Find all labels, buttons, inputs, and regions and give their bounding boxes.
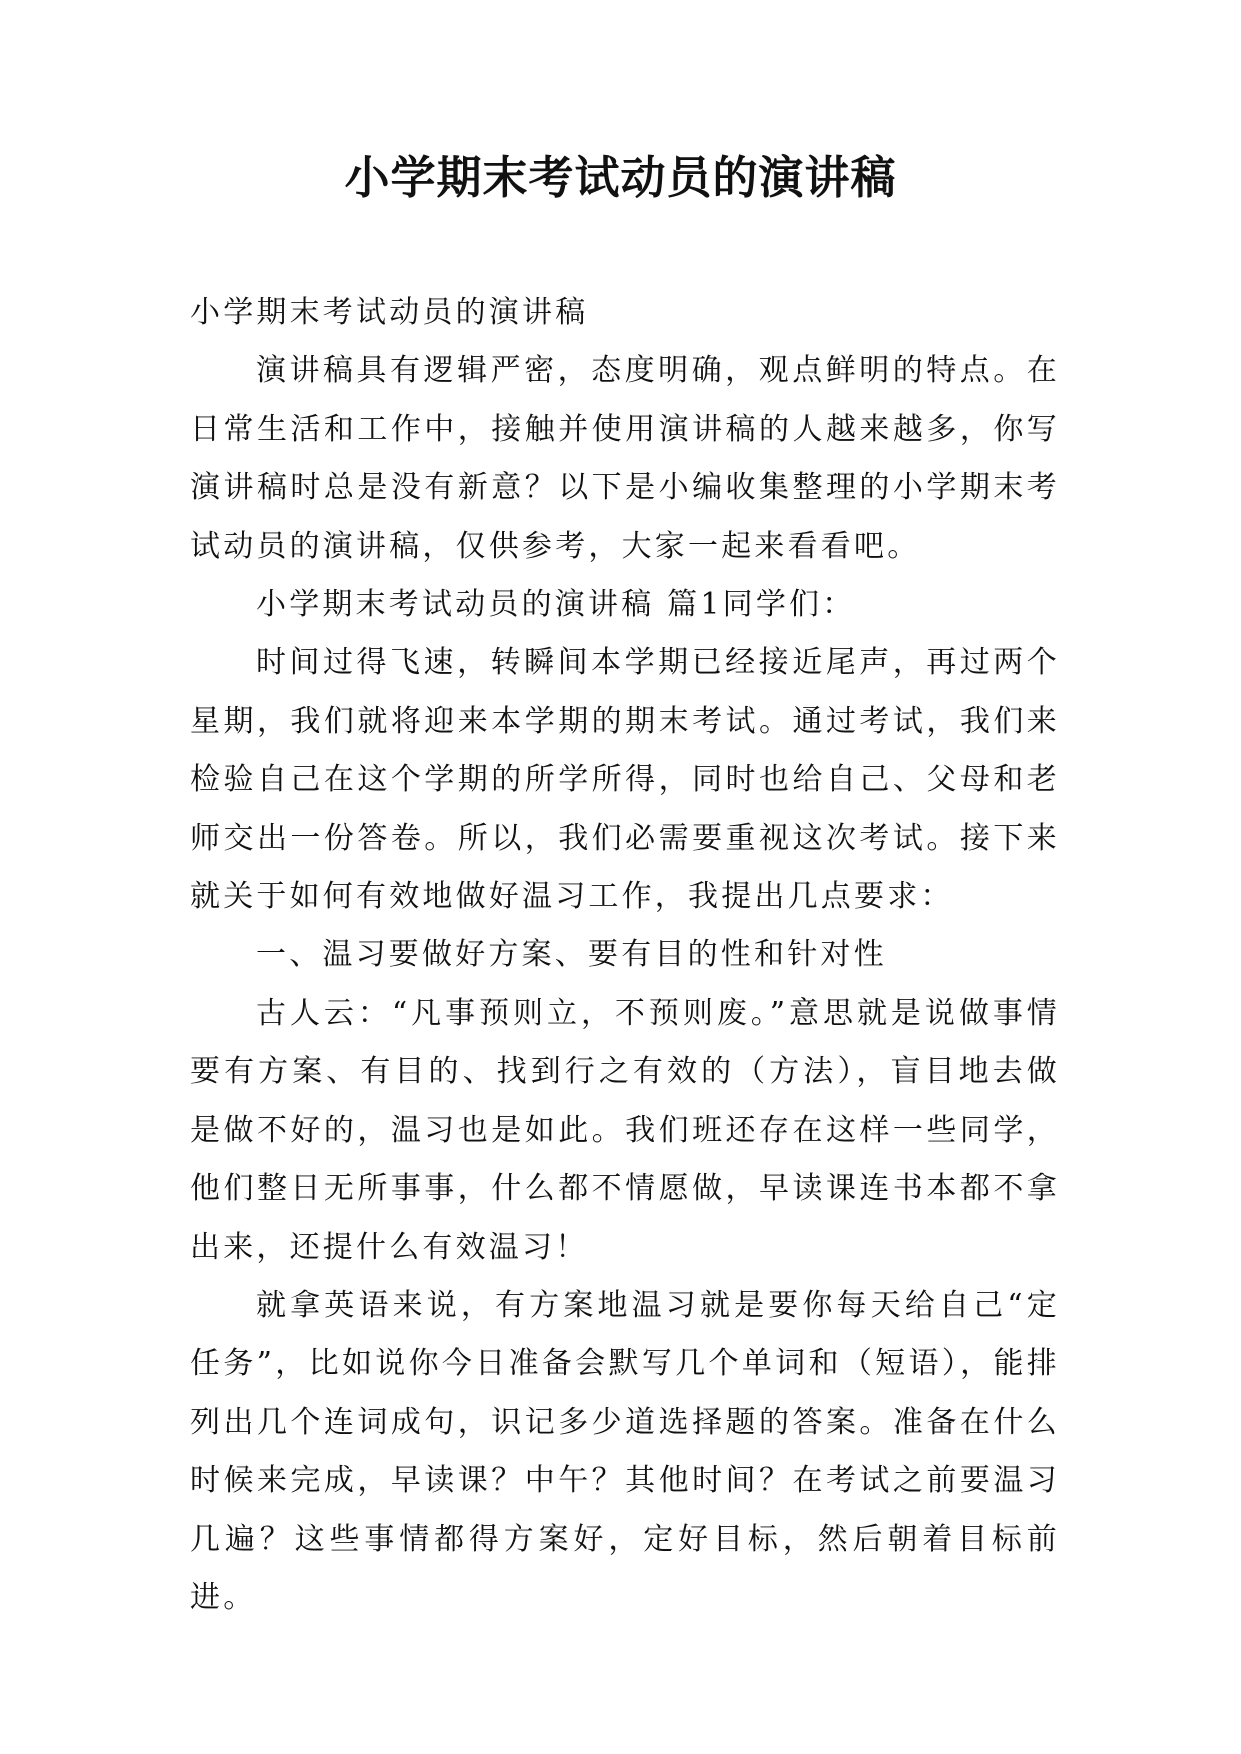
paragraph: 一、温习要做好方案、要有目的性和针对性 — [256, 937, 887, 973]
paragraph: 演讲稿具有逻辑严密，态度明确，观点鲜明的特点。在日常生活和工作中，接触并使用演讲稿的人越来越多，你写演讲稿时总是没有新意？以下是小编收集整理的小学期末考试动员的演讲稿，仅供参考，大家一起来看看吧。 — [190, 353, 1060, 564]
paragraph: 小学期末考试动员的演讲稿 篇1同学们： — [256, 587, 856, 623]
document-body — [190, 284, 1060, 1627]
document-title: 小学期末考试动员的演讲稿 — [344, 151, 897, 204]
paragraph: 古人云：“凡事预则立，不预则废。”意思就是说做事情要有方案、有目的、找到行之有效的（方法），盲目地去做是做不好的，温习也是如此。我们班还存在这样一些同学，他们整日无所事事，什么都不情愿做，早读课连书本都不拿出来，还提什么有效温习！ — [190, 995, 1060, 1265]
paragraph: 就拿英语来说，有方案地温习就是要你每天给自己“定任务”，比如说你今日准备会默写几个单词和（短语），能排列出几个连词成句，识记多少道选择题的答案。准备在什么时候来完成，早读课？中午？其他时间？在考试之前要温习几遍？这些事情都得方案好，定好目标，然后朝着目标前进。 — [190, 1287, 1060, 1615]
paragraph: 小学期末考试动员的演讲稿 — [190, 295, 589, 330]
paragraph: 时间过得飞速，转瞬间本学期已经接近尾声，再过两个星期，我们就将迎来本学期的期末考试。通过考试，我们来检验自己在这个学期的所学所得，同时也给自己、父母和老师交出一份答卷。所以，我们必需要重视这次考试。接下来就关于如何有效地做好温习工作，我提出几点要求： — [190, 645, 1060, 915]
